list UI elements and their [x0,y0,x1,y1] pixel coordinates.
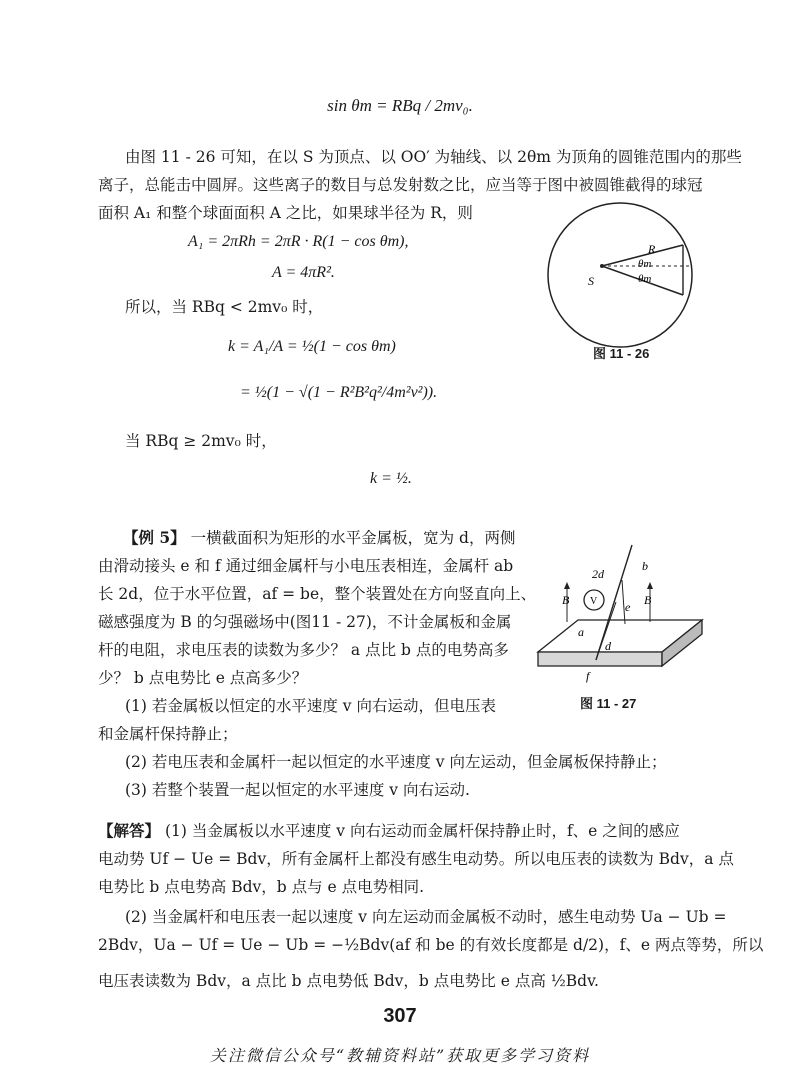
example-line: 长 2d，位于水平位置，af = be，整个装置处在方向竖直向上、 [98,585,537,603]
answer-line: 电动势 Uf − Ue = Bdv，所有金属杆上都没有感生电动势。所以电压表的读数为 Bdv，a 点 [98,850,734,868]
label-2d: 2d [592,567,604,581]
answer-line: 电势比 b 点电势高 Bdv，b 点与 e 点电势相同. [98,878,425,896]
example-tag: 【例 5】 [123,528,186,547]
answer-line: (1) 当金属板以水平速度 v 向右运动而金属杆保持静止时，f、e 之间的感应 [164,822,680,840]
sphere-circle [548,203,692,347]
answer-tag: 【解答】 [98,821,161,840]
answer-line: (2) 当金属杆和电压表一起以速度 v 向左运动而金属板不动时，感生电动势 Ua − Ub = [125,908,727,926]
question-line: 和金属杆保持静止； [98,725,238,743]
voltmeter-label: V [590,596,598,607]
formula-sin-theta: sin θm = RBq / 2mv₀. [327,96,473,115]
example-line: 磁感强度为 B 的匀强磁场中(图11 - 27)，不计金属板和金属 [98,613,512,631]
label-d: d [605,639,611,653]
answer-paragraph [98,820,680,842]
answer-line: 2Bdv，Ua − Uf = Ue − Ub = −½Bdv(af 和 be 的有效长度都是 d/2)，f、e 两点等势，所以 [98,936,764,954]
plate-front [538,652,662,666]
source-point [600,264,604,268]
paragraph-line: 面积 A₁ 和整个球面面积 A 之比，如果球半径为 R，则 [98,204,473,222]
label-f: f [586,669,590,683]
field-arrowhead-right [647,582,653,589]
label-s: S [588,274,594,288]
label-a: a [578,625,584,639]
example-line: 一横截面积为矩形的水平金属板，宽为 d，两侧 [190,529,516,547]
page-number: 307 [383,1005,417,1027]
figure-metal-plate-diagram [530,540,710,690]
example-paragraph [123,527,515,549]
formula-k2: = ½(1 − √(1 − R²B²q²/4m²v²)). [240,384,438,401]
condition-text: 所以，当 RBq < 2mv₀ 时， [125,298,324,316]
example-line: 杆的电阻，求电压表的读数为多少？ a 点比 b 点的电势高多 [98,641,509,659]
question-line: (2) 若电压表和金属杆一起以恒定的水平速度 v 向左运动，但金属板保持静止； [125,753,667,771]
label-r: R [648,242,656,256]
question-line: (3) 若整个装置一起以恒定的水平速度 v 向右运动. [125,781,470,799]
example-line: 由滑动接头 e 和 f 通过细金属杆与小电压表相连，金属杆 ab [98,557,514,575]
example-line: 少？ b 点电势比 e 点高多少？ [98,669,308,687]
field-arrowhead-left [564,582,570,589]
label-theta-2: θm [638,273,652,285]
label-field-left: B [562,593,570,607]
condition-text: 当 RBq ≥ 2mv₀ 时， [125,432,277,450]
paragraph-line: 由图 11 - 26 可知，在以 S 为顶点、以 OO′ 为轴线、以 2θm 为顶角的圆锥范围内的那些 [125,148,742,166]
label-e: e [625,600,631,614]
label-field-right: B [644,593,652,607]
formula-k3: k = ½. [370,470,412,487]
question-line: (1) 若金属板以恒定的水平速度 v 向右运动，但电压表 [125,697,496,715]
figure-caption: 图 11 - 27 [580,696,637,711]
answer-line: 电压表读数为 Bdv，a 点比 b 点电势低 Bdv，b 点电势比 e 点高 ½Bdv. [98,972,599,990]
formula-a1: A₁ = 2πRh = 2πR · R(1 − cos θm), [188,233,409,250]
formula-a: A = 4πR². [272,264,335,281]
formula-k1: k = A₁/A = ½(1 − cos θm) [228,338,396,355]
plate-side [662,620,702,666]
paragraph-line: 离子，总能击中圆屏。这些离子的数目与总发射数之比，应当等于图中被圆锥截得的球冠 [98,176,703,194]
label-theta-1: θm [638,258,652,270]
figure-caption: 图 11 - 26 [593,346,650,361]
footer-text: 关注微信公众号“教辅资料站”获取更多学习资料 [209,1046,591,1065]
label-b: b [642,559,648,573]
